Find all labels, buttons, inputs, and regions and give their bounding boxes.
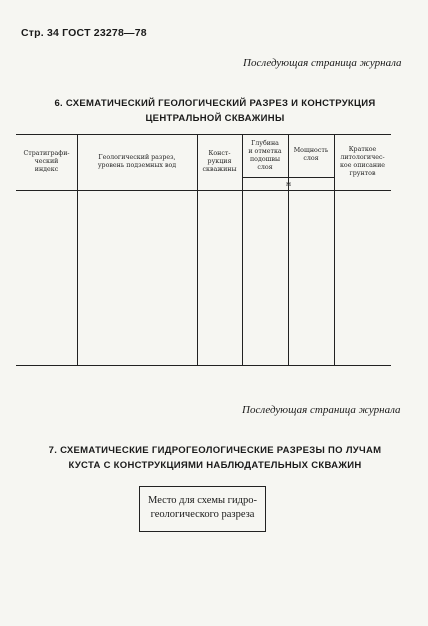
section-6-title-line1: 6. СХЕМАТИЧЕСКИЙ ГЕОЛОГИЧЕСКИЙ РАЗРЕЗ И КОНСТРУКЦИЯ [54,98,376,109]
page-header: Стр. 34 ГОСТ 23278—78 [21,27,147,39]
scheme-placeholder-box: Место для схемы гидро- геологического разреза [139,486,266,532]
table-unit-rule [242,177,334,178]
journal-note-middle: Последующая страница журнала [242,404,401,416]
section-7-title-line2: КУСТА С КОНСТРУКЦИЯМИ НАБЛЮДАТЕЛЬНЫХ СКВАЖИН [68,460,362,471]
column-header-geological-section: Геологический разрез, уровень подземных вод [97,154,177,169]
column-header-stratigraphic-index: Стратигрaфи- ческий индекс [23,150,70,173]
table-unit-label: м [286,180,292,188]
column-header-lithology: Краткое литологичес- кое описание грунтов [339,146,386,177]
geology-table [16,134,391,366]
journal-note-top: Последующая страница журнала [243,57,402,69]
section-6-title [40,96,390,126]
section-7-title-line1: 7. СХЕМАТИЧЕСКИЕ ГИДРОГЕОЛОГИЧЕСКИЕ РАЗРЕЗЫ ПО ЛУЧАМ [48,445,382,456]
section-6-title-line2: ЦЕНТРАЛЬНОЙ СКВАЖИНЫ [145,113,285,124]
column-header-depth: Глубина и отметка подошвы слоя [248,140,282,171]
column-header-thickness: Мощность слоя [293,147,329,162]
column-header-well-construction: Конст- рукция скважины [202,150,237,173]
table-header-rule [16,190,391,191]
section-7-title [40,443,390,473]
table-column-divider [286,135,292,365]
